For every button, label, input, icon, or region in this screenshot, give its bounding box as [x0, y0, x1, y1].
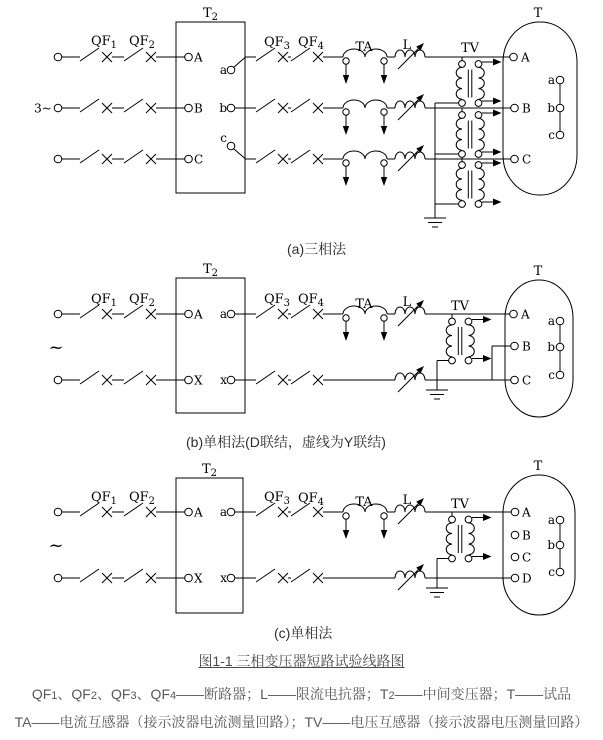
legend-text: 、QF	[57, 686, 91, 702]
caption-b: (b)单相法(D联结，虚线为Y联结)	[186, 434, 386, 450]
t2-label: $T_2$	[203, 6, 219, 23]
label-ta: TA	[355, 40, 373, 55]
current-transformer-icon	[343, 151, 387, 186]
terminal-label: x	[220, 373, 227, 387]
reactor-icon	[395, 145, 425, 171]
source-terminals	[34, 53, 62, 163]
terminal-label: b	[547, 538, 555, 552]
label-qf3: $QF_3$	[263, 490, 291, 507]
terminal-label: C	[522, 373, 532, 388]
label-l: L	[402, 295, 412, 310]
legend-text: 、QF	[96, 686, 131, 702]
source-label: ~	[48, 337, 64, 358]
wires	[62, 314, 511, 390]
legend-sub: 3	[130, 690, 137, 702]
breaker-switch-icon	[124, 99, 156, 113]
t2-label: $T_2$	[203, 262, 219, 279]
breaker-switch-icon	[80, 305, 112, 319]
breaker-switch-icon	[291, 371, 323, 385]
legend-sub: 4	[170, 690, 177, 702]
ground-icon	[426, 588, 448, 597]
breaker-switch-icon	[256, 371, 288, 385]
terminal-label: B	[194, 101, 203, 116]
label-qf3: $QF_3$	[263, 35, 291, 52]
label-ta: TA	[355, 495, 373, 510]
terminal-label: D	[522, 571, 532, 586]
figure-title-link[interactable]: 图1-1 三相变压器短路试验线路图	[198, 653, 405, 669]
t2-box	[176, 278, 245, 413]
voltage-transformer-icon	[456, 108, 501, 157]
label-t: T	[533, 264, 543, 279]
terminal-label: C	[194, 152, 204, 167]
label-tv: TV	[460, 41, 480, 56]
caption-a: (a)三相法	[287, 241, 347, 257]
t2-box	[176, 478, 243, 613]
reactor-icon	[395, 564, 425, 590]
terminal-label: x	[220, 571, 227, 585]
reactor-icon	[395, 94, 425, 120]
ground-icon	[426, 390, 448, 399]
terminal-label: C	[522, 152, 532, 167]
terminal-label: B	[522, 339, 531, 354]
terminal-label: b	[219, 101, 227, 115]
voltage-transformer-icon	[446, 315, 491, 364]
voltage-transformer-icon	[456, 158, 501, 207]
diagram-a	[34, 6, 577, 227]
caption-c: (c)单相法	[274, 625, 333, 641]
reactor-icon	[395, 366, 425, 392]
legend-sub: 2	[388, 690, 395, 702]
terminal-label: a	[547, 513, 555, 527]
terminal-label: a	[547, 314, 555, 328]
terminal-label: b	[547, 101, 555, 115]
label-qf2: $QF_2$	[128, 490, 156, 507]
label-qf4: $QF_4$	[297, 491, 325, 508]
voltage-transformer-icon	[446, 513, 491, 562]
legend-text: 、QF	[136, 686, 171, 702]
legend-text: QF	[31, 686, 52, 702]
breaker-switch-icon	[80, 371, 112, 385]
breaker-switch-icon	[291, 569, 323, 583]
terminal-label: c	[548, 368, 555, 382]
label-tv: TV	[450, 497, 470, 512]
terminal-label: A	[194, 50, 203, 65]
terminal-label: b	[547, 340, 555, 354]
label-qf4: $QF_4$	[297, 292, 325, 309]
terminal-label: A	[521, 307, 530, 322]
breaker-switch-icon	[124, 371, 156, 385]
label-qf4: $QF_4$	[297, 35, 325, 52]
terminal-label: B	[522, 101, 531, 116]
legend-text: ——断路器；L——限流电抗器；T	[176, 686, 389, 702]
breaker-switch-icon	[80, 48, 112, 62]
terminal-label: A	[522, 505, 531, 520]
terminal-label: a	[219, 63, 227, 77]
terminal-label: A	[194, 505, 203, 520]
diagram-b	[48, 262, 573, 417]
terminal-label: a	[219, 505, 227, 519]
label-ta: TA	[355, 297, 373, 312]
breaker-switch-icon	[80, 99, 112, 113]
terminal-label: X	[194, 373, 203, 388]
t2-label: $T_2$	[202, 462, 218, 479]
label-t: T	[533, 459, 543, 474]
legend-line-2: TA——电流互感器（接示波器电流测量回路）；TV——电压互感器（接示波器电压测量回路）	[14, 714, 589, 730]
breaker-switch-icon	[256, 99, 288, 113]
terminal-label: X	[194, 571, 203, 586]
terminal-label: A	[521, 50, 530, 65]
breaker-switch-icon	[291, 99, 323, 113]
terminal-label: a	[219, 307, 227, 321]
terminal-label: C	[522, 550, 532, 565]
label-qf1: $QF_1$	[90, 34, 118, 51]
ground-icon	[424, 218, 446, 227]
breaker-switch-icon	[80, 569, 112, 583]
diagram-c	[48, 459, 575, 615]
source-terminals	[48, 508, 63, 582]
terminal-label: B	[522, 528, 531, 543]
terminal-label: c	[548, 128, 555, 142]
breaker-switch-icon	[124, 150, 156, 164]
terminal-label: a	[547, 73, 555, 87]
label-l: L	[402, 38, 412, 53]
source-label: ~	[48, 535, 64, 556]
wires	[62, 57, 511, 218]
current-transformer-icon	[343, 100, 387, 135]
label-qf2: $QF_2$	[128, 34, 156, 51]
breaker-switch-icon	[256, 569, 288, 583]
voltage-transformer-icon	[456, 57, 501, 106]
legend-sub: 2	[90, 690, 97, 702]
terminal-label: c	[220, 131, 227, 145]
breaker-switch-icon	[291, 150, 323, 164]
label-qf3: $QF_3$	[263, 292, 291, 309]
breaker-switch-icon	[80, 503, 112, 517]
terminal-label: c	[548, 565, 555, 579]
breaker-switch-icon	[124, 569, 156, 583]
legend-sub: 1	[51, 690, 58, 702]
label-t: T	[533, 6, 543, 21]
label-tv: TV	[450, 299, 470, 314]
terminal-label: A	[194, 307, 203, 322]
wires	[62, 512, 511, 588]
legend-line-1	[0, 684, 603, 704]
source-terminals	[48, 310, 63, 384]
source-label: 3~	[34, 101, 52, 116]
label-qf1: $QF_1$	[90, 490, 118, 507]
breaker-switch-icon	[80, 150, 112, 164]
label-qf1: $QF_1$	[90, 292, 118, 309]
breaker-switch-icon	[256, 150, 288, 164]
label-qf2: $QF_2$	[128, 292, 156, 309]
legend-text: ——中间变压器；T——试品	[394, 686, 572, 702]
label-l: L	[402, 493, 412, 508]
